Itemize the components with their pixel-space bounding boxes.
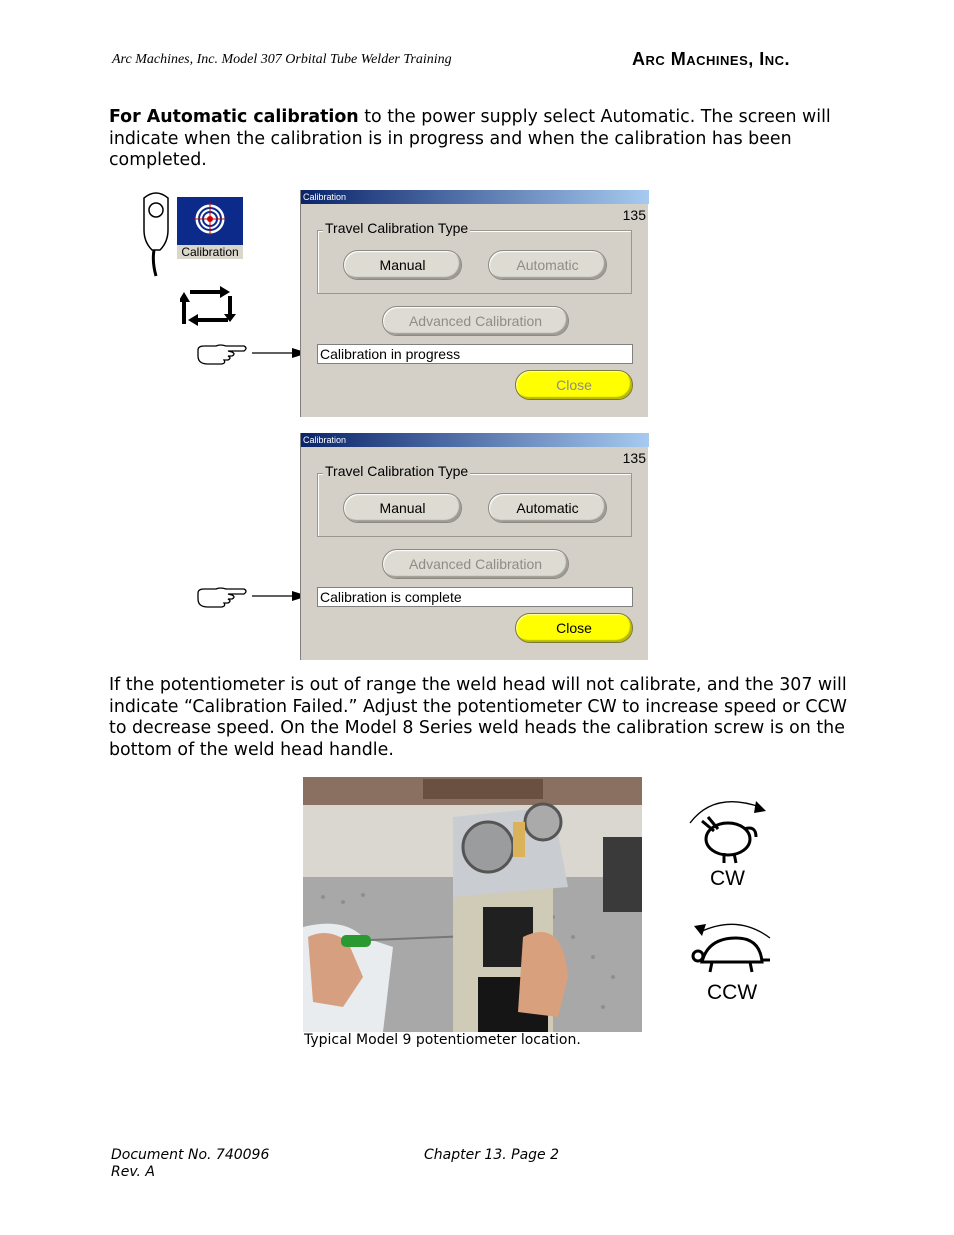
calibration-icon-label: Calibration [177,245,243,259]
footer-revision: Rev. A [111,1164,155,1180]
close-button[interactable]: Close [515,370,633,400]
photo-caption: Typical Model 9 potentiometer location. [304,1032,581,1048]
pointing-hand-icon [196,342,248,366]
footer-document-number: Document No. 740096 [111,1147,270,1163]
intro-text: to the power supply select Automatic. The screen will indicate when the calibration is in progress and when the calibration has been completed. [109,107,831,171]
cw-label: CW [710,867,745,890]
manual-button[interactable]: Manual [343,493,462,523]
turtle-ccw-icon [688,920,774,980]
close-button[interactable]: Close [515,613,633,643]
cycle-arrows-icon [180,284,238,328]
automatic-button[interactable]: Automatic [488,493,607,523]
ccw-label: CCW [707,981,758,1004]
status-field: Calibration is complete [317,587,633,607]
group-label: Travel Calibration Type [325,220,469,236]
dialog-titlebar: Calibration [301,190,649,204]
advanced-calibration-button[interactable]: Advanced Calibration [382,549,569,579]
company-logo-text: Arc Machines, Inc. [632,49,791,69]
dialog-number: 135 [622,207,646,223]
advanced-calibration-button[interactable]: Advanced Calibration [382,306,569,336]
weld-head-photo [303,777,642,1032]
group-label: Travel Calibration Type [325,463,469,479]
calibration-icon [177,197,243,259]
manual-button[interactable]: Manual [343,250,462,280]
status-field: Calibration in progress [317,344,633,364]
intro-paragraph [109,107,849,172]
pendant-icon [138,190,174,278]
calibration-dialog-complete [300,433,648,660]
calibration-dialog-in-progress [300,190,648,417]
dialog-titlebar: Calibration [301,433,649,447]
pointing-hand-icon [196,585,248,609]
body-paragraph: If the potentiometer is out of range the weld head will not calibrate, and the 307 will indicate “Calibration Failed.” Adjust the potentiometer CW to increase speed or CCW to decrease speed. On the Model 8 Series weld heads the calibration screw is on the bottom of the weld head handle. [109,675,847,761]
intro-bold: For Automatic calibration [109,107,359,127]
rabbit-cw-icon [684,795,770,867]
footer-chapter-page: Chapter 13. Page 2 [424,1147,560,1163]
header-title: Arc Machines, Inc. Model 307 Orbital Tube Welder Training [112,52,452,67]
dialog-number: 135 [622,450,646,466]
automatic-button[interactable]: Automatic [488,250,607,280]
